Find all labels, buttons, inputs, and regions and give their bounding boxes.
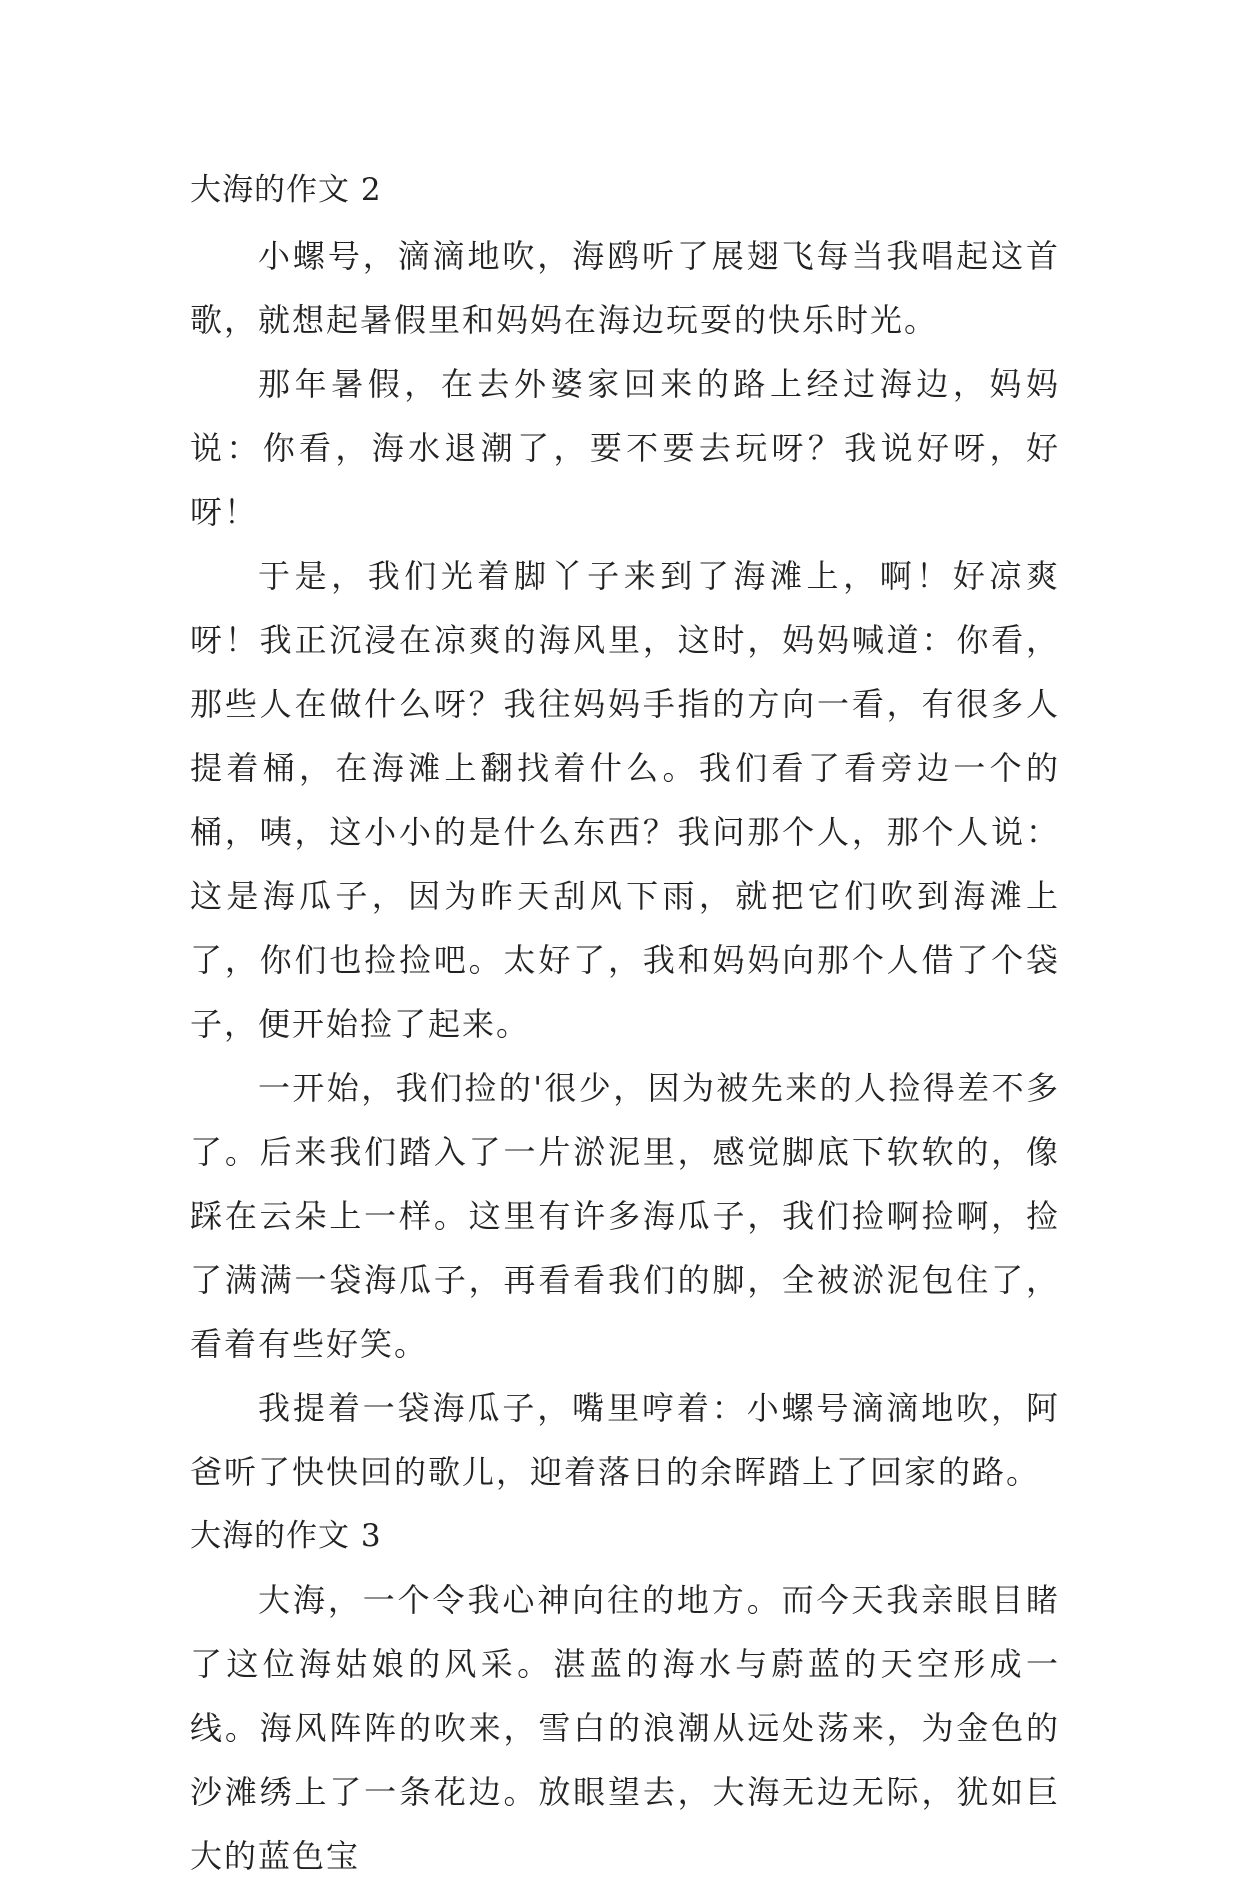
paragraph: 小螺号，滴滴地吹，海鸥听了展翅飞每当我唱起这首歌，就想起暑假里和妈妈在海边玩耍的快乐时光。 xyxy=(190,237,1060,339)
paragraph: 于是，我们光着脚丫子来到了海滩上，啊！好凉爽呀！我正沉浸在凉爽的海风里，这时，妈妈喊道：你看，那些人在做什么呀？我往妈妈手指的方向一看，有很多人提着桶，在海滩上翻找着什么。我们看了看旁边一个的桶，咦，这小小的是什么东西？我问那个人，那个人说：这是海瓜子，因为昨天刮风下雨，就把它们吹到海滩上了，你们也捡捡吧。太好了，我和妈妈向那个人借了个袋子，便开始捡了起来。 xyxy=(190,557,1060,1043)
paragraph: 一开始，我们捡的'很少，因为被先来的人捡得差不多了。后来我们踏入了一片淤泥里，感觉脚底下软软的，像踩在云朵上一样。这里有许多海瓜子，我们捡啊捡啊，捡了满满一袋海瓜子，再看看我们的脚，全被淤泥包住了，看着有些好笑。 xyxy=(190,1069,1060,1363)
section-heading: 大海的作文 3 xyxy=(190,1518,382,1554)
paragraph: 我提着一袋海瓜子，嘴里哼着：小螺号滴滴地吹，阿爸听了快快回的歌儿，迎着落日的余晖踏上了回家的路。 xyxy=(190,1389,1060,1491)
paragraph: 大海，一个令我心神向往的地方。而今天我亲眼目睹了这位海姑娘的风采。湛蓝的海水与蔚蓝的天空形成一线。海风阵阵的吹来，雪白的浪潮从远处荡来，为金色的沙滩绣上了一条花边。放眼望去，大海无边无际，犹如巨大的蓝色宝 xyxy=(190,1581,1060,1875)
section-heading: 大海的作文 2 xyxy=(190,172,382,208)
paragraph: 那年暑假，在去外婆家回来的路上经过海边，妈妈说：你看，海水退潮了，要不要去玩呀？我说好呀，好呀！ xyxy=(190,365,1060,531)
document-body xyxy=(190,158,1060,1888)
